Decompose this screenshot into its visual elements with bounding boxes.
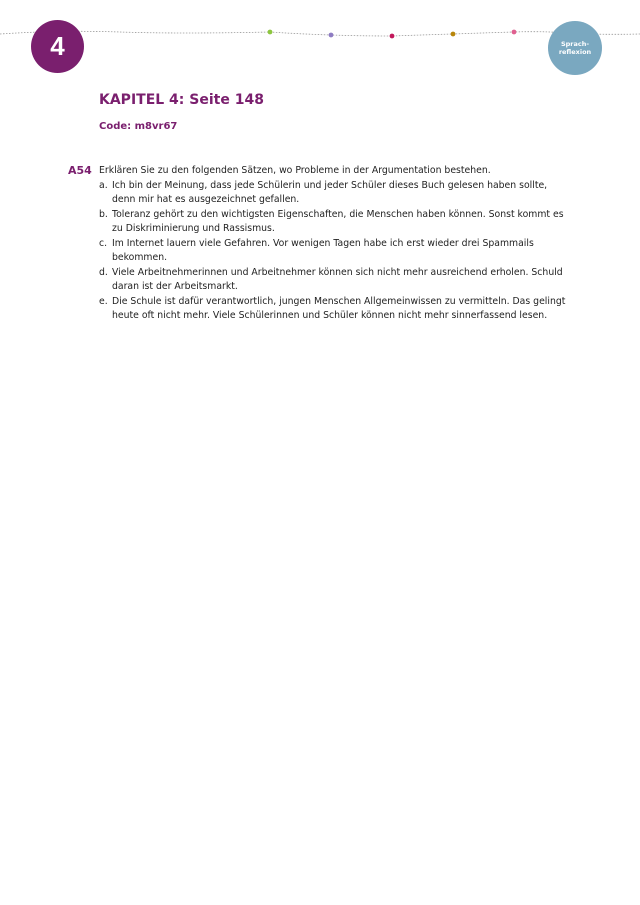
task-number: A54 <box>68 164 92 177</box>
chapter-number: 4 <box>50 31 65 61</box>
garland-line <box>0 31 640 36</box>
item-letter: d. <box>99 266 108 278</box>
section-label-line1: Sprach- <box>560 40 590 48</box>
page-code: Code: m8vr67 <box>99 121 178 132</box>
page-title: KAPITEL 4: Seite 148 <box>99 92 264 108</box>
chapter-badge <box>31 20 84 73</box>
garland-dot <box>512 30 517 35</box>
item-letter: b. <box>99 208 108 220</box>
garland-dot <box>390 34 395 39</box>
item-text: Ich bin der Meinung, dass jede Schülerin und jeder Schüler dieses Buch gelesen haben sollte, denn mir hat es ausgezeichnet gefallen. <box>112 179 548 205</box>
item-letter: a. <box>99 179 108 191</box>
task-item <box>99 179 569 208</box>
item-letter: c. <box>99 237 108 249</box>
task-item <box>99 208 569 237</box>
section-badge <box>548 21 602 75</box>
item-text: Viele Arbeitnehmerinnen und Arbeitnehmer können sich nicht mehr ausreichend erholen. Schuld daran ist der Arbeitsmarkt. <box>112 266 563 292</box>
task-item <box>99 266 569 295</box>
item-text: Im Internet lauern viele Gefahren. Vor wenigen Tagen habe ich erst wieder drei Spammails bekommen. <box>112 237 534 263</box>
item-letter: e. <box>99 295 108 307</box>
item-text: Toleranz gehört zu den wichtigsten Eigenschaften, die Menschen haben können. Sonst kommt es zu Diskriminierung und Rassismus. <box>112 208 564 234</box>
task-item-list <box>99 179 569 324</box>
task-item <box>99 295 569 324</box>
garland-dot <box>451 32 456 37</box>
task-item <box>99 237 569 266</box>
item-text: Die Schule ist dafür verantwortlich, jungen Menschen Allgemeinwissen zu vermitteln. Das gelingt heute oft nicht mehr. Viele Schülerinnen und Schüler können nicht mehr sinnerfassend lesen. <box>112 295 566 321</box>
section-label-line2: reflexion <box>558 48 592 56</box>
garland-dot <box>268 30 273 35</box>
decorative-garland <box>0 0 640 60</box>
task-intro: Erklären Sie zu den folgenden Sätzen, wo Probleme in der Argumentation bestehen. <box>99 165 491 176</box>
garland-dot <box>329 33 334 38</box>
